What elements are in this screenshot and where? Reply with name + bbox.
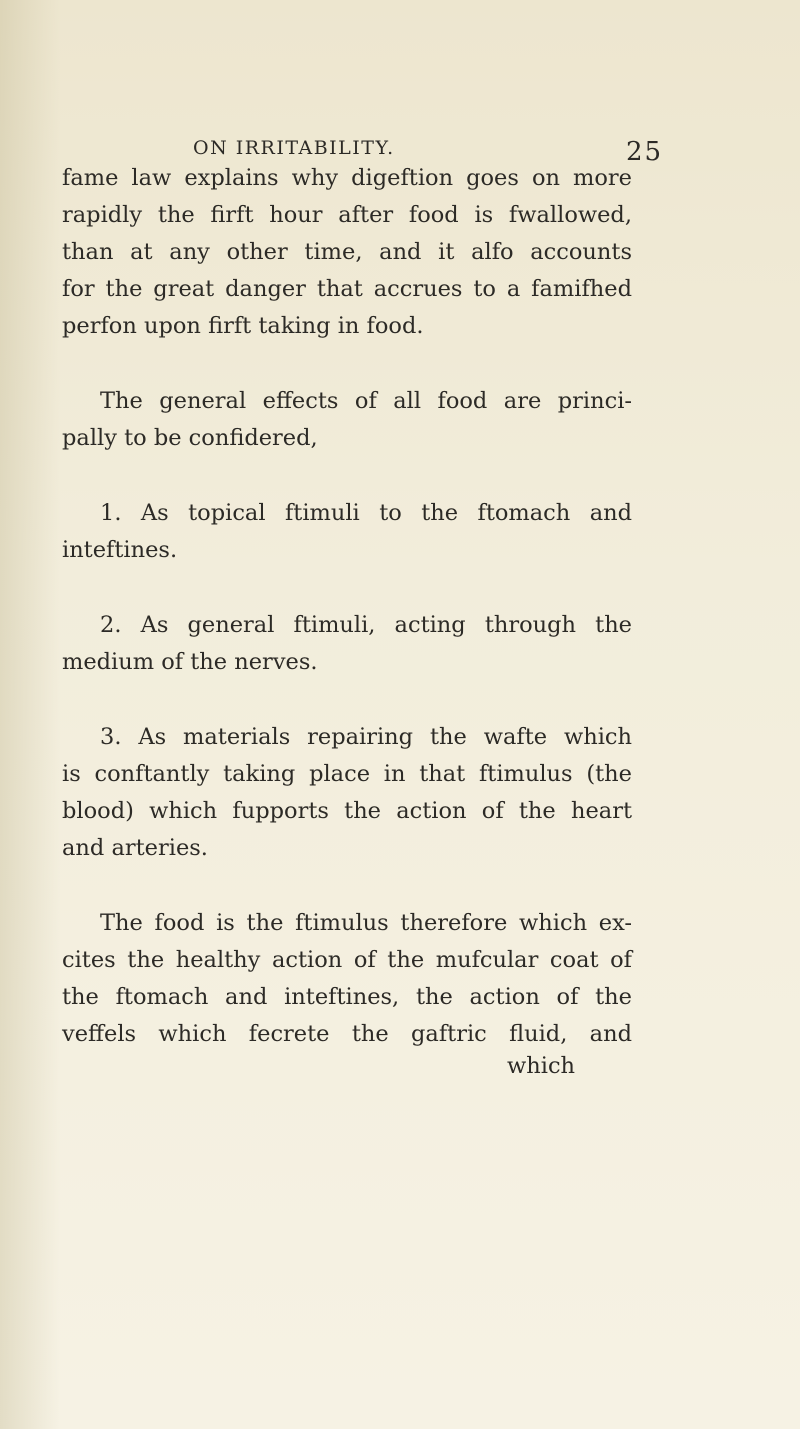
text-line: and arteries.: [62, 835, 208, 861]
text-line: The food is the ftimulus therefore which ex-: [100, 910, 632, 936]
text-line: The general effects of all food are princi-: [100, 388, 632, 414]
paragraph-gap: [62, 345, 632, 383]
text-line: for the great danger that accrues to a famifhed: [62, 276, 632, 302]
catchword: which: [507, 1053, 576, 1079]
text-line: is conftantly taking place in that ftimulus (the: [62, 761, 632, 787]
paragraph-gap: [62, 569, 632, 607]
text-line: the ftomach and inteftines, the action of the: [62, 984, 632, 1010]
paragraph-gap: [62, 681, 632, 719]
text-line: 1. As topical ftimuli to the ftomach and: [100, 500, 632, 526]
body-text: [62, 160, 632, 1053]
running-head: ON IRRITABILITY.: [193, 137, 395, 159]
text-line: inteftines.: [62, 537, 178, 563]
text-line: 3. As materials repairing the wafte which: [100, 724, 632, 750]
text-line: veffels which fecrete the gaftric fluid, and: [62, 1021, 632, 1047]
page-number: 25: [626, 137, 664, 167]
text-line: blood) which fupports the action of the heart: [62, 798, 632, 824]
text-line: perfon upon firft taking in food.: [62, 313, 424, 339]
text-line: cites the healthy action of the mufcular coat of: [62, 947, 632, 973]
text-line: medium of the nerves.: [62, 649, 318, 675]
text-line: 2. As general ftimuli, acting through the: [100, 612, 632, 638]
paragraph-gap: [62, 867, 632, 905]
text-line: rapidly the firft hour after food is fwallowed,: [62, 202, 632, 228]
text-line: fame law explains why digeftion goes on more: [62, 165, 632, 191]
text-line: than at any other time, and it alfo accounts: [62, 239, 632, 265]
paragraph-gap: [62, 457, 632, 495]
text-line: pally to be confidered,: [62, 425, 318, 451]
